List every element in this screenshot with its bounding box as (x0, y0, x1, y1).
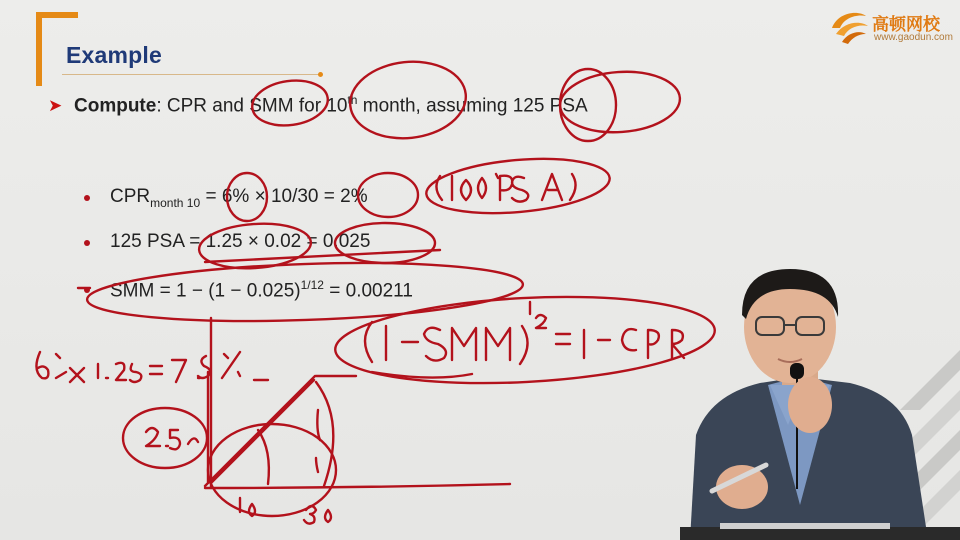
prompt-superscript: th (347, 93, 358, 107)
ink-axis-horizontal (205, 484, 510, 488)
prompt-text-2: month, assuming 125 PSA (357, 95, 588, 117)
cpr-rhs: = 6% × 10/30 = 2% (200, 186, 368, 207)
ink-25-text (146, 428, 198, 449)
ink-75pct-text (36, 352, 240, 382)
smm-lhs: SMM = 1 − (1 − 0.025) (110, 280, 301, 302)
cpr-lhs: CPR (110, 186, 151, 207)
logo-text: 高顿网校 (872, 15, 940, 35)
ink-circle-2pct (358, 173, 418, 217)
logo-url: www.gaodun.com (874, 32, 953, 43)
presenter-video (650, 255, 960, 540)
prompt-label: Compute (74, 95, 157, 117)
microphone-icon (790, 363, 804, 379)
ink-circle-0025 (335, 223, 435, 263)
ink-dashed-10 (258, 430, 269, 484)
ink-100psa-text (436, 174, 575, 202)
ink-30-text (304, 506, 331, 524)
ink-ramp-2 (212, 380, 314, 482)
psa-line: 125 PSA = 1.25 × 0.02 = 0.025 (110, 231, 371, 252)
ink-tick-a (317, 410, 320, 440)
prompt-text-1: : CPR and SMM for 10 (156, 95, 348, 117)
ink-circle-smm (249, 76, 330, 130)
smm-rhs: = 0.00211 (323, 280, 413, 302)
prompt-arrow-icon: ➤ (48, 96, 63, 115)
smm-superscript: 1/12 (300, 278, 324, 292)
ink-underline-psa (205, 250, 440, 262)
ink-circle-smm-line (86, 256, 524, 327)
slide-title: Example (66, 42, 163, 68)
ink-circle-6pct (227, 173, 267, 221)
ink-tick-b (316, 458, 318, 472)
cpr-subscript: month 10 (150, 195, 201, 210)
ink-circle-125b (558, 68, 682, 136)
presenter-hand (788, 377, 832, 433)
ink-circle-10th (346, 56, 469, 144)
